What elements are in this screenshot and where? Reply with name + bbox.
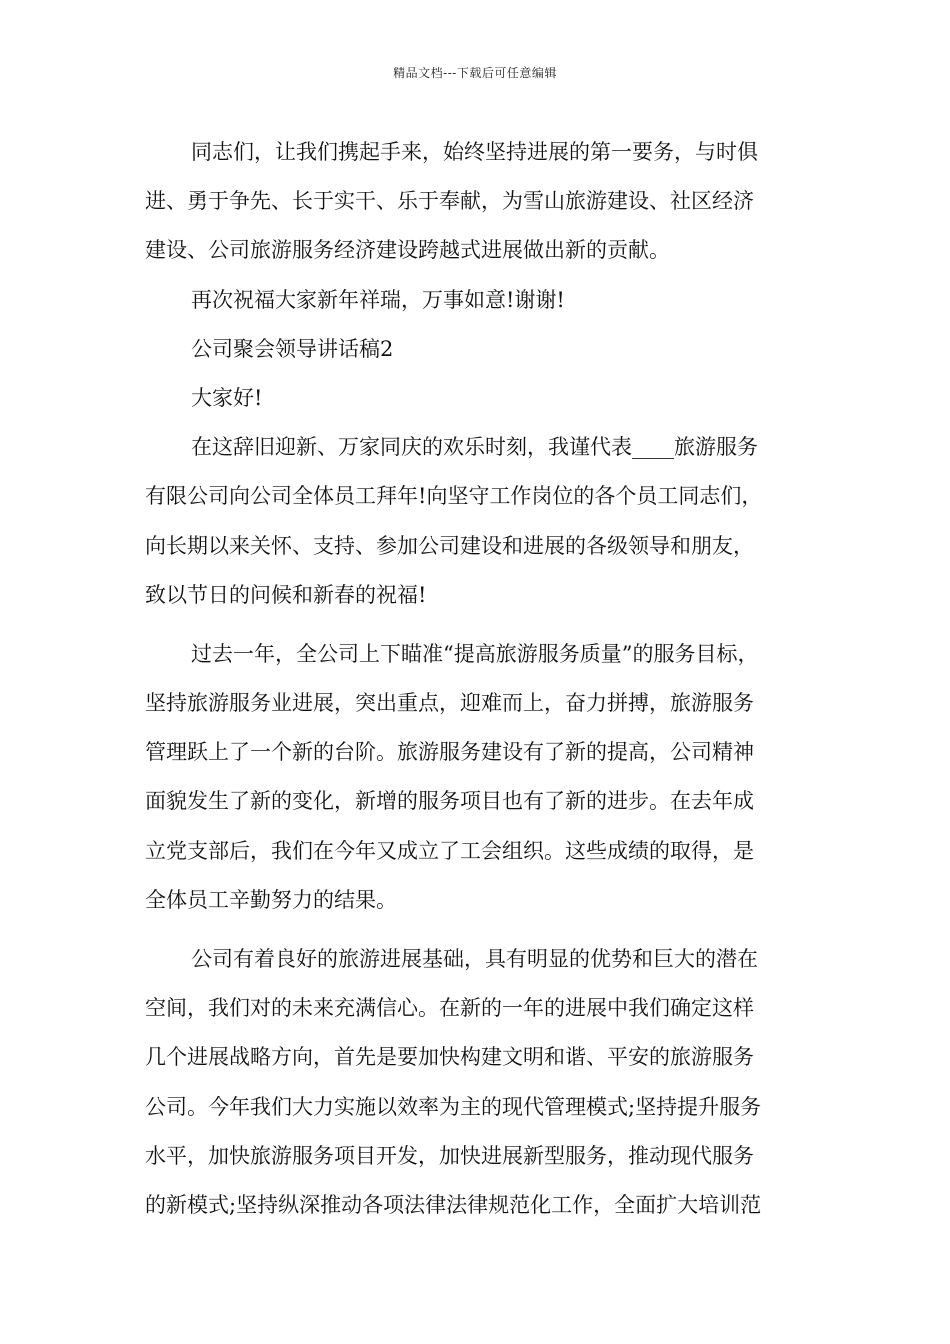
text-line: 有限公司向公司全体员工拜年!向坚守工作岗位的各个员工同志们，	[145, 484, 763, 509]
text-line: 再次祝福大家新年祥瑞，万事如意!谢谢!	[191, 287, 565, 312]
text-line: 立党支部后，我们在今年又成立了工会组织。这些成绩的取得，是	[145, 838, 754, 863]
text-line: 的新模式;坚持纵深推动各项法律法律规范化工作，全面扩大培训范	[145, 1192, 762, 1217]
text-line: 过去一年，全公司上下瞄准“提高旅游服务质量”的服务目标，	[191, 641, 759, 666]
paragraph-closing-call	[145, 128, 825, 276]
text-line: 几个进展战略方向，首先是要加快构建文明和谐、平安的旅游服务	[145, 1045, 754, 1070]
text-line: 空间，我们对的未来充满信心。在新的一年的进展中我们确定这样	[145, 996, 754, 1021]
paragraph-blessing	[145, 276, 825, 325]
paragraph-new-year-wishes	[145, 423, 825, 620]
paragraph-gap	[145, 925, 825, 935]
text-line: 致以节日的问候和新春的祝福!	[145, 582, 427, 607]
paragraph-future-plan	[145, 935, 825, 1230]
section-title	[145, 325, 825, 374]
text-line: 大家好!	[191, 385, 263, 410]
text-line: 坚持旅游服务业进展，突出重点，迎难而上，奋力拼搏，旅游服务	[145, 691, 754, 716]
document-body	[145, 128, 825, 1230]
text-line: 同志们，让我们携起手来，始终坚持进展的第一要务，与时俱	[191, 140, 758, 164]
text-line: 向长期以来关怀、支持、参加公司建设和进展的各级领导和朋友，	[145, 533, 754, 558]
text-line: 公司有着良好的旅游进展基础，具有明显的优势和巨大的潜在	[191, 947, 758, 971]
page-header: 精品文档---下载后可任意编辑	[393, 66, 557, 80]
text-line: 建设、公司旅游服务经济建设跨越式进展做出新的贡献。	[145, 238, 670, 263]
text-line: 公司。今年我们大力实施以效率为主的现代管理模式;坚持提升服务	[145, 1094, 762, 1119]
text-line: 在这辞旧迎新、万家同庆的欢乐时刻，我谨代表____旅游服务	[191, 435, 758, 460]
text-line: 水平，加快旅游服务项目开发，加快进展新型服务，推动现代服务	[145, 1143, 754, 1168]
text-line: 进、勇于争先、长于实干、乐于奉献，为雪山旅游建设、社区经济	[145, 189, 754, 214]
text-line: 全体员工辛勤努力的结果。	[145, 887, 397, 912]
paragraph-gap	[145, 620, 825, 630]
text-line: 面貌发生了新的变化，新增的服务项目也有了新的进步。在去年成	[145, 789, 754, 814]
text-line: 管理跃上了一个新的台阶。旅游服务建设有了新的提高，公司精神	[145, 740, 754, 765]
text-line: 公司聚会领导讲话稿2	[191, 336, 394, 361]
greeting	[145, 374, 825, 423]
paragraph-past-year	[145, 630, 825, 925]
